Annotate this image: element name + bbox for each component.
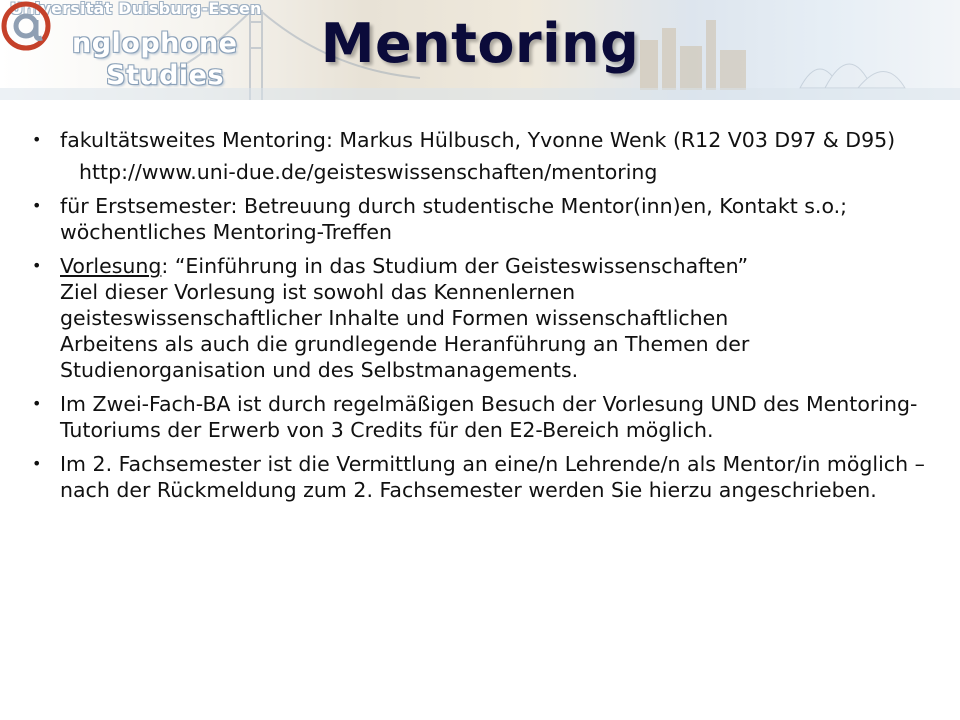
page-title: Mentoring: [320, 12, 640, 75]
lecture-title-text: : “Einführung in das Studium der Geisteswissenschaften”: [161, 254, 749, 278]
list-item: [26, 451, 946, 503]
list-item-text: fakultätsweites Mentoring: Markus Hülbusch, Yvonne Wenk (R12 V03 D97 & D95): [60, 128, 896, 152]
lecture-description-line: Studienorganisation und des Selbstmanagements.: [60, 358, 579, 382]
bullet-icon: •: [32, 394, 42, 413]
lecture-description-line: Ziel dieser Vorlesung ist sowohl das Kennenlernen: [60, 280, 576, 304]
header-banner: [0, 0, 960, 100]
logo-text-anglophone: nglophone: [72, 28, 238, 59]
bullet-icon: •: [32, 196, 42, 215]
logo-text-studies: Studies: [106, 60, 225, 91]
university-name: Universität Duisburg-Essen: [10, 0, 262, 18]
list-item-text: für Erstsemester: Betreuung durch studentische Mentor(inn)en, Kontakt s.o.; wöchentliches Mentoring-Treffen: [60, 194, 848, 244]
bullet-icon: •: [32, 454, 42, 473]
vorlesung-label: Vorlesung: [60, 254, 162, 278]
list-item-text: Im Zwei-Fach-BA ist durch regelmäßigen Besuch der Vorlesung UND des Mentoring-Tutoriums der Erwerb von 3 Credits für den E2-Bereich möglich.: [60, 392, 918, 442]
list-item: [26, 253, 946, 383]
mentoring-url: http://www.uni-due.de/geisteswissenschaften/mentoring: [79, 160, 658, 184]
bullet-icon: •: [32, 130, 42, 149]
list-item: [26, 127, 946, 153]
list-item: [26, 391, 946, 443]
lecture-description-line: Arbeitens als auch die grundlegende Heranführung an Themen der: [60, 332, 750, 356]
list-item-text: Im 2. Fachsemester ist die Vermittlung an eine/n Lehrende/n als Mentor/in möglich – nach der Rückmeldung zum 2. Fachsemester werden Sie hierzu angeschrieben.: [60, 452, 925, 502]
bullet-list: [26, 127, 946, 511]
list-item: [26, 193, 946, 245]
bullet-icon: •: [32, 256, 42, 275]
lecture-description-line: geisteswissenschaftlicher Inhalte und Formen wissenschaftlichen: [60, 306, 729, 330]
